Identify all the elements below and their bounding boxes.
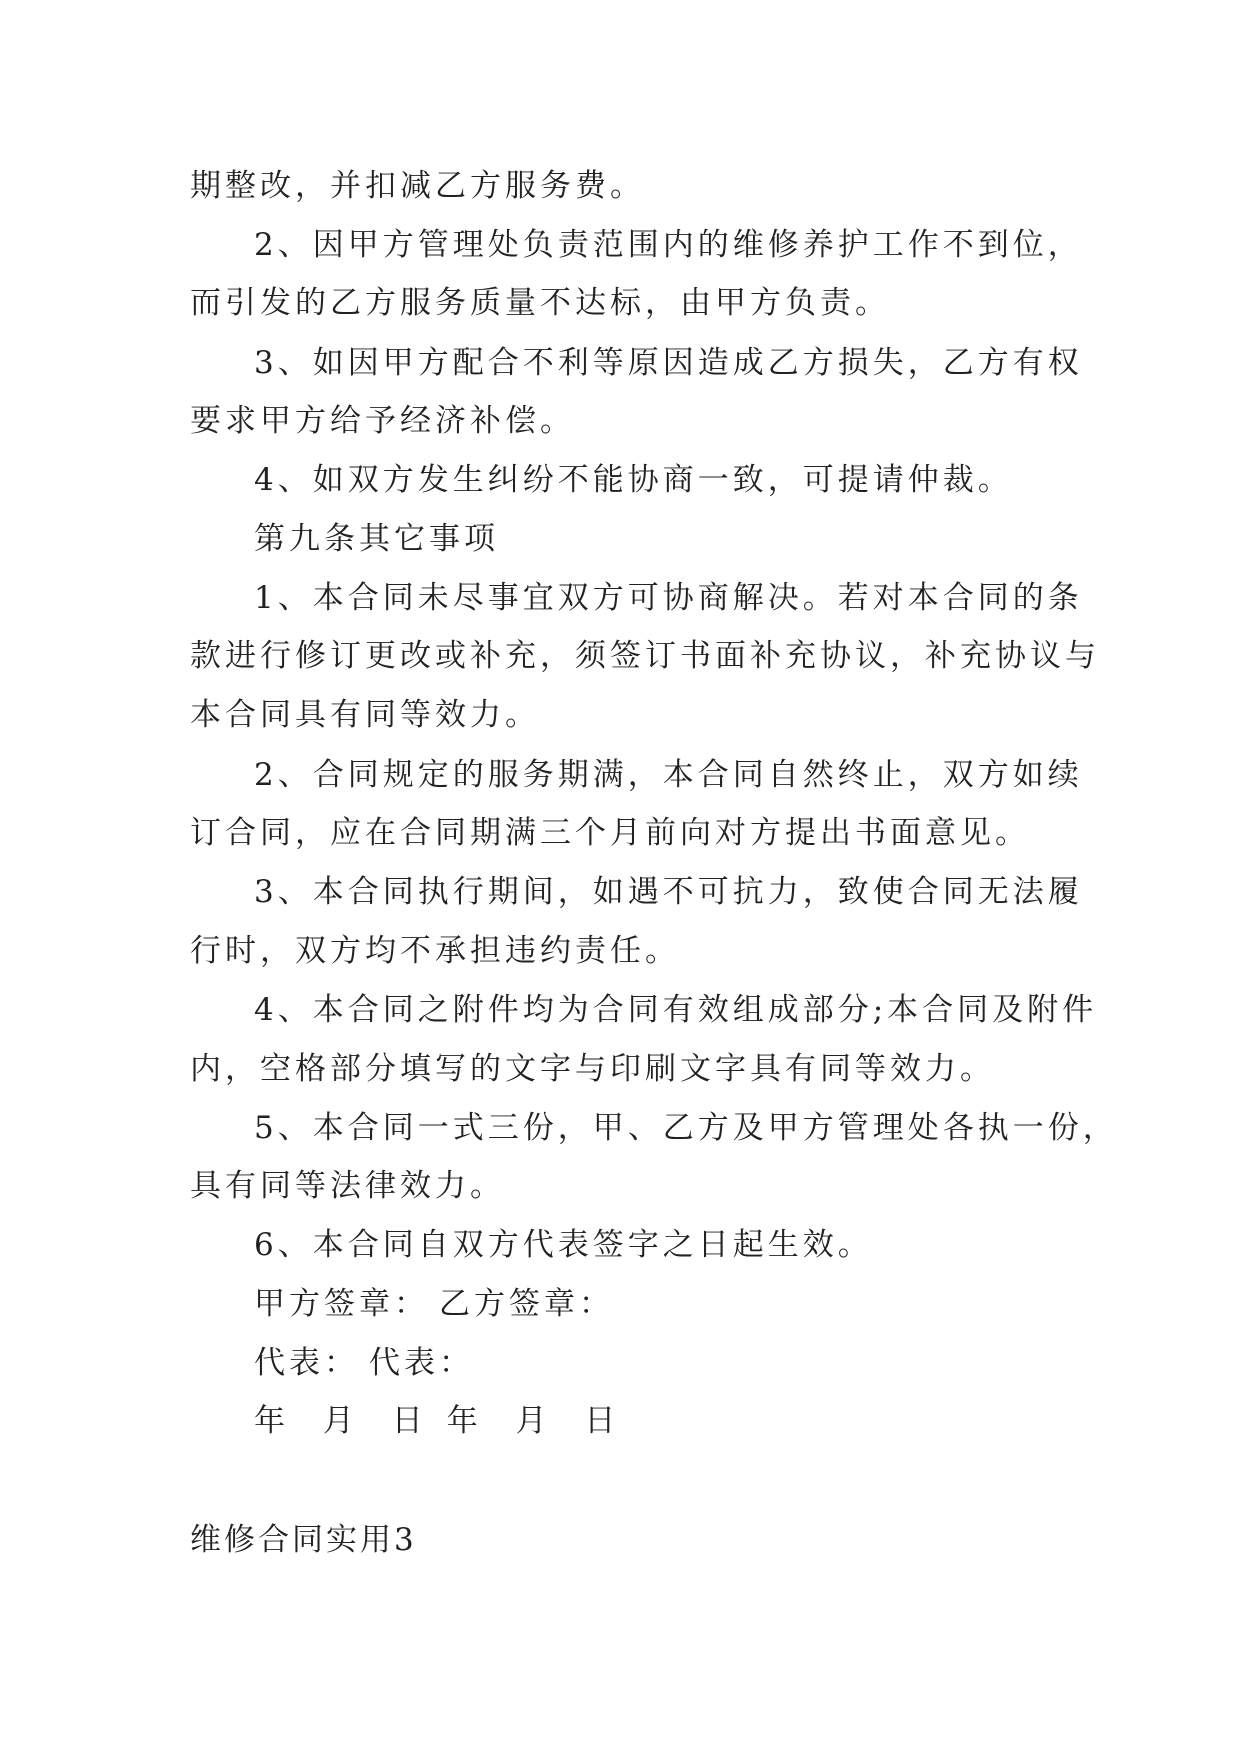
text-line: 4、如双方发生纠纷不能协商一致，可提请仲裁。	[254, 462, 1013, 498]
text-line: 6、本合同自双方代表签字之日起生效。	[254, 1227, 873, 1263]
text-line: 3、本合同执行期间，如遇不可抗力，致使合同无法履	[254, 874, 1083, 910]
text-line: 2、合同规定的服务期满，本合同自然终止，双方如续	[254, 757, 1083, 793]
text-line: 具有同等法律效力。	[190, 1168, 505, 1204]
text-line: 2、因甲方管理处负责范围内的维修养护工作不到位，	[254, 227, 1083, 263]
text-line: 款进行修订更改或补充，须签订书面补充协议，补充协议与	[190, 638, 1100, 674]
text-line: 5、本合同一式三份，甲、乙方及甲方管理处各执一份，	[254, 1110, 1118, 1146]
signature-seal-line	[254, 1284, 614, 1324]
text-line: 期整改，并扣减乙方服务费。	[190, 168, 645, 204]
party-a-date: 年 月 日	[254, 1403, 437, 1439]
text-line: 要求甲方给予经济补偿。	[190, 403, 575, 439]
party-b-date: 年 月 日	[446, 1403, 630, 1439]
text-line: 而引发的乙方服务质量不达标，由甲方负责。	[190, 285, 890, 321]
signature-date-line	[254, 1401, 629, 1441]
section-heading: 第九条其它事项	[254, 521, 499, 557]
party-b-seal-label: 乙方签章：	[439, 1286, 614, 1322]
text-line: 本合同具有同等效力。	[190, 697, 540, 733]
text-line: 内，空格部分填写的文字与印刷文字具有同等效力。	[190, 1051, 995, 1087]
text-line: 1、本合同未尽事宜双方可协商解决。若对本合同的条	[254, 580, 1083, 616]
text-line: 3、如因甲方配合不利等原因造成乙方损失，乙方有权	[254, 345, 1083, 381]
party-a-seal-label: 甲方签章：	[254, 1286, 429, 1322]
party-a-rep-label: 代表：	[254, 1345, 359, 1381]
text-line: 订合同，应在合同期满三个月前向对方提出书面意见。	[190, 815, 1030, 851]
party-b-rep-label: 代表：	[369, 1345, 474, 1381]
text-line: 行时，双方均不承担违约责任。	[190, 933, 680, 969]
signature-rep-line	[254, 1343, 474, 1383]
text-line: 4、本合同之附件均为合同有效组成部分;本合同及附件	[254, 992, 1098, 1028]
next-section-title: 维修合同实用3	[190, 1522, 417, 1558]
